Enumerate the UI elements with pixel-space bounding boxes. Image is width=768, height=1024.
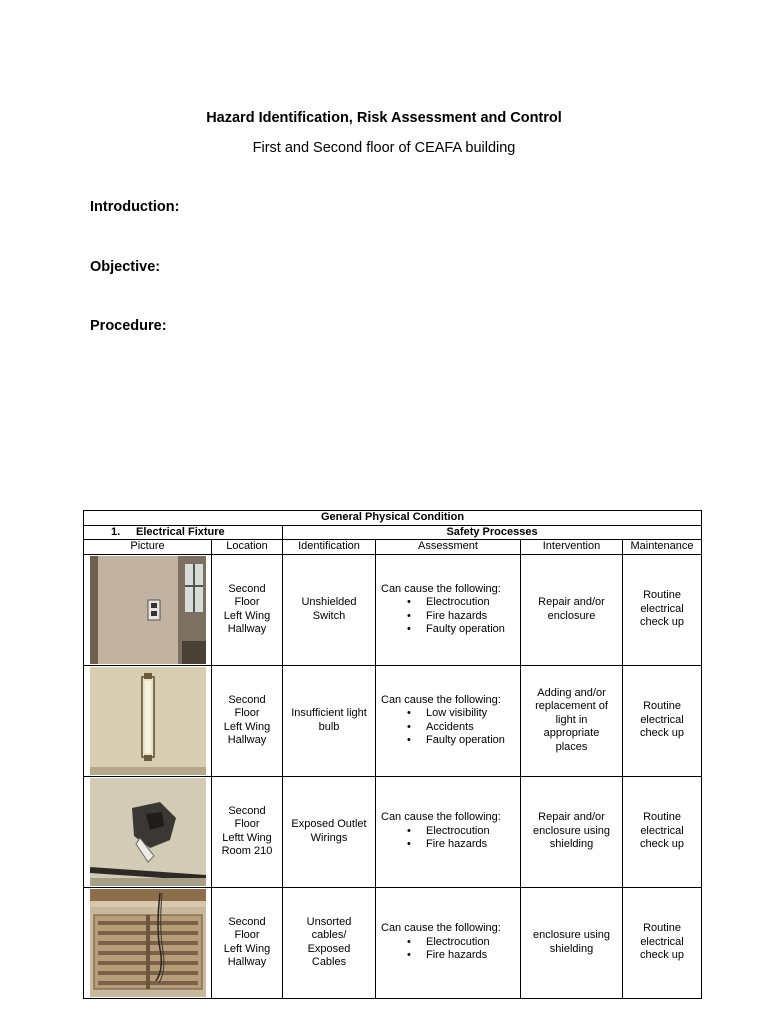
intervention-line: shielding	[549, 838, 594, 851]
category-number: 1.	[111, 525, 121, 538]
category-label: Electrical Fixture	[136, 525, 225, 538]
identification-cell	[283, 665, 376, 776]
maintenance-line: check up	[640, 616, 685, 629]
location-line: Leftt Wing	[222, 831, 272, 844]
location-cell	[212, 776, 283, 887]
assessment-item: • Accidents	[407, 721, 520, 735]
outlet-wiring-photo	[90, 778, 206, 886]
maintenance-line: check up	[640, 838, 685, 851]
maintenance-cell	[623, 554, 702, 665]
assessment-list	[381, 707, 520, 748]
light-fixture-photo	[90, 667, 206, 775]
procedure-heading: Procedure:	[90, 318, 167, 334]
location-line: Second	[228, 915, 266, 928]
assessment-item: • Electrocution	[407, 936, 520, 950]
intervention-line: Repair and/or	[538, 811, 605, 824]
location-line: Hallway	[227, 956, 267, 968]
assessment-item: • Faulty operation	[407, 734, 520, 748]
switch-photo	[90, 556, 206, 664]
hazard-table	[83, 510, 702, 999]
location-line: Room 210	[221, 845, 273, 857]
location-line: Second	[228, 582, 266, 595]
identification-line: Exposed Outlet	[291, 818, 367, 830]
location-line: Left Wing	[223, 942, 271, 955]
maintenance-cell	[623, 776, 702, 887]
assessment-cell	[376, 776, 521, 887]
maintenance-line: electrical	[640, 824, 684, 837]
safety-processes-header: Safety Processes	[283, 525, 702, 540]
location-line: Floor	[234, 707, 260, 719]
table-row	[84, 665, 702, 776]
maintenance-line: electrical	[640, 602, 684, 615]
assessment-lead: Can cause the following:	[381, 582, 501, 595]
maintenance-line: electrical	[640, 713, 684, 726]
maintenance-line: Routine	[643, 589, 681, 602]
table-row	[84, 554, 702, 665]
intervention-line: Repair and/or	[538, 596, 605, 608]
identification-cell	[283, 776, 376, 887]
assessment-list	[381, 825, 520, 852]
column-header-maintenance: Maintenance	[623, 540, 702, 555]
introduction-heading: Introduction:	[90, 199, 180, 215]
column-header-identification: Identification	[283, 540, 376, 555]
intervention-line: places	[555, 740, 588, 753]
maintenance-line: check up	[640, 949, 685, 962]
assessment-item: • Electrocution	[407, 825, 520, 839]
intervention-line: appropriate	[543, 727, 600, 740]
maintenance-line: check up	[640, 727, 685, 740]
location-cell	[212, 665, 283, 776]
identification-line: Switch	[312, 609, 346, 622]
location-cell	[212, 887, 283, 998]
identification-line: Cables	[311, 956, 347, 968]
identification-line: bulb	[318, 720, 340, 733]
identification-line: Unsorted	[306, 915, 352, 928]
identification-cell	[283, 887, 376, 998]
location-line: Floor	[234, 929, 260, 941]
intervention-cell	[521, 554, 623, 665]
picture-cell	[84, 554, 212, 665]
assessment-list	[381, 596, 520, 637]
location-cell	[212, 554, 283, 665]
identification-line: Insufficient light	[291, 707, 367, 719]
assessment-cell	[376, 665, 521, 776]
maintenance-cell	[623, 887, 702, 998]
location-line: Floor	[234, 596, 260, 608]
picture-cell	[84, 776, 212, 887]
identification-line: Wirings	[310, 831, 348, 844]
assessment-cell	[376, 887, 521, 998]
identification-cell	[283, 554, 376, 665]
intervention-cell	[521, 665, 623, 776]
assessment-item: • Fire hazards	[407, 949, 520, 963]
cables-vent-photo	[90, 889, 206, 997]
location-line: Left Wing	[223, 720, 271, 733]
location-line: Left Wing	[223, 609, 271, 622]
identification-line: cables/	[311, 929, 347, 941]
maintenance-line: Routine	[643, 811, 681, 824]
table-row	[84, 776, 702, 887]
assessment-lead: Can cause the following:	[381, 811, 501, 824]
maintenance-line: Routine	[643, 922, 681, 935]
location-line: Second	[228, 693, 266, 706]
intervention-line: shielding	[549, 942, 594, 955]
intervention-line: enclosure using	[532, 824, 611, 837]
maintenance-line: Routine	[643, 700, 681, 713]
intervention-line: replacement of	[535, 700, 608, 713]
assessment-item: • Faulty operation	[407, 623, 520, 637]
location-line: Hallway	[227, 623, 267, 635]
assessment-lead: Can cause the following:	[381, 693, 501, 706]
intervention-cell	[521, 887, 623, 998]
category-header	[84, 525, 283, 540]
document-subtitle: First and Second floor of CEAFA building	[252, 140, 516, 156]
column-header-picture: Picture	[84, 540, 212, 555]
location-line: Hallway	[227, 734, 267, 746]
document-title: Hazard Identification, Risk Assessment and Control	[206, 110, 562, 126]
column-header-intervention: Intervention	[521, 540, 623, 555]
intervention-line: enclosure	[547, 609, 596, 622]
picture-cell	[84, 887, 212, 998]
identification-line: Exposed	[307, 942, 351, 955]
assessment-item: • Low visibility	[407, 707, 520, 721]
picture-cell	[84, 665, 212, 776]
assessment-list	[381, 936, 520, 963]
identification-line: Unshielded	[301, 596, 357, 608]
assessment-item: • Fire hazards	[407, 838, 520, 852]
column-header-location: Location	[212, 540, 283, 555]
intervention-line: Adding and/or	[537, 686, 606, 699]
location-line: Floor	[234, 818, 260, 830]
assessment-cell	[376, 554, 521, 665]
table-row	[84, 887, 702, 998]
column-header-assessment: Assessment	[376, 540, 521, 555]
table-caption: General Physical Condition	[84, 511, 702, 526]
objective-heading: Objective:	[90, 259, 161, 275]
location-line: Second	[228, 804, 266, 817]
intervention-cell	[521, 776, 623, 887]
maintenance-cell	[623, 665, 702, 776]
assessment-lead: Can cause the following:	[381, 922, 501, 935]
assessment-item: • Electrocution	[407, 596, 520, 610]
assessment-item: • Fire hazards	[407, 610, 520, 624]
intervention-line: light in	[555, 713, 588, 726]
intervention-line: enclosure using	[532, 929, 611, 941]
maintenance-line: electrical	[640, 935, 684, 948]
